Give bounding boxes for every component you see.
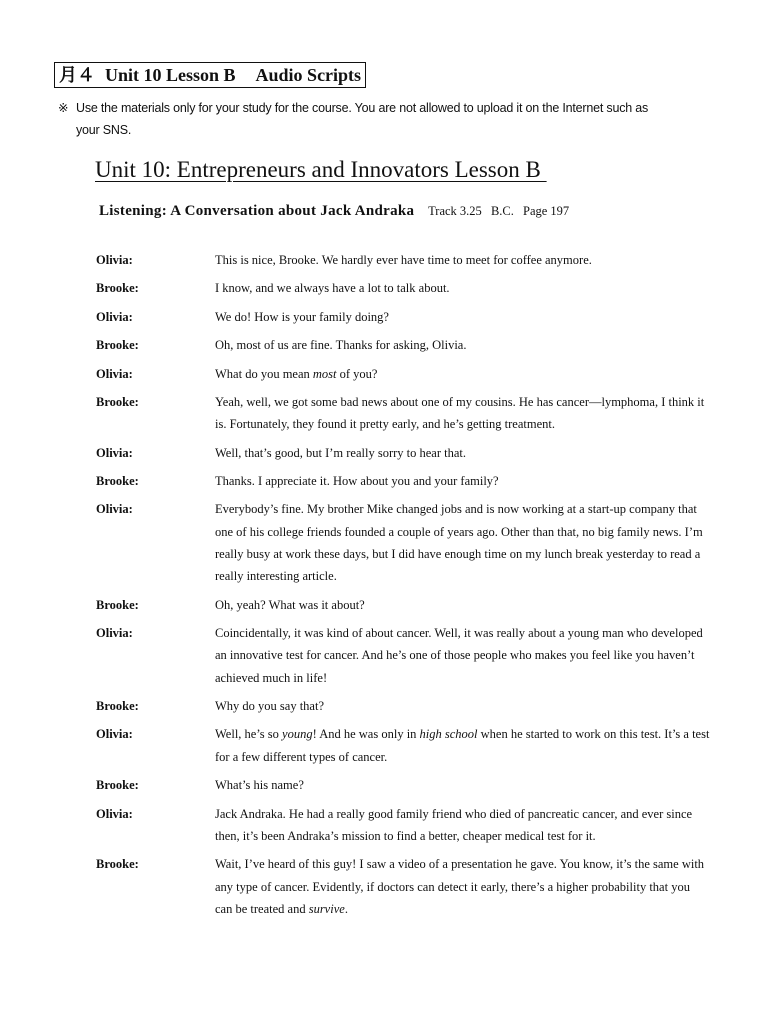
speaker-name: Brooke: [96,699,139,714]
text-segment: Thanks. I appreciate it. How about you and your family? [215,474,499,489]
speaker-name: Brooke: [96,474,139,489]
speaker-name: Olivia: [96,366,133,381]
text-segment: Everybody’s fine. My brother Mike changed jobs and is now working at a start-up company that one of his college friends founded a couple of years ago. Other than that, no big family news. I’m really busy at work these days, but I did have enough time on my lunch break yesterday to read a really interesting article. [215,502,703,584]
line-text [215,853,710,920]
book-label: B.C. [490,204,514,218]
dialogue-script [96,249,716,920]
doc-type-label: Audio Scripts [255,65,362,85]
dialogue-line [96,853,716,920]
dialogue-line [96,774,716,796]
text-segment: Why do you say that? [215,699,325,714]
dialogue-line [96,803,716,848]
speaker-name: Olivia: [96,626,133,641]
line-text [215,622,710,689]
listening-title: Listening: A Conversation about Jack Andraka [99,203,415,219]
text-segment: What do you mean [215,366,313,381]
notice-mark: ※ [58,101,69,115]
speaker-name: Olivia: [96,309,133,324]
text-segment: Well, he’s so [215,727,283,742]
line-text [215,249,710,271]
page-label: Page 197 [523,204,570,218]
dialogue-line [96,594,716,616]
line-text [215,363,710,385]
speaker-name: Brooke: [96,597,139,612]
emphasis-text: survive [308,901,345,916]
dialogue-line [96,442,716,464]
text-segment: What’s his name? [215,778,304,793]
dialogue-line [96,306,716,328]
speaker-name: Olivia: [96,502,133,517]
line-text [215,470,710,492]
line-text [215,391,710,436]
text-segment: Yeah, well, we got some bad news about one of my cousins. He has cancer—lymphoma, I think it is. Fortunately, they found it pretty early, and he’s getting treatment. [215,394,705,432]
dialogue-line [96,334,716,356]
dialogue-line [96,363,716,385]
line-text [215,277,710,299]
header-box [54,62,366,88]
usage-notice [58,97,718,141]
text-segment: Wait, I’ve heard of this guy! I saw a video of a presentation he gave. You know, it’s the same with any type of cancer. Evidently, if doctors can detect it early, there’s a higher probability that you can be treated and [215,857,705,916]
text-segment: ! And he was only in [312,727,420,742]
text-segment: Coincidentally, it was kind of about cancer. Well, it was really about a young man who developed an innovative test for cancer. And he’s one of those people who makes you feel like you haven’t achieved much in life! [215,626,703,685]
speaker-name: Brooke: [96,281,139,296]
emphasis-text: most [312,366,337,381]
track-label: Track 3.25 [428,204,482,218]
page-title: Unit 10: Entrepreneurs and Innovators Lesson B [95,157,547,182]
speaker-name: Brooke: [96,857,139,872]
text-segment: We do! How is your family doing? [215,309,389,324]
line-text [215,695,710,717]
line-text [215,594,710,616]
text-segment: of you? [336,366,378,381]
text-segment: Oh, most of us are fine. Thanks for asking, Olivia. [215,338,467,353]
notice-line-2: your SNS. [76,123,132,137]
emphasis-text: high school [419,727,478,742]
text-segment: . [344,901,348,916]
speaker-name: Olivia: [96,253,133,267]
dialogue-line [96,249,716,271]
text-segment: This is nice, Brooke. We hardly ever have time to meet for coffee anymore. [215,253,592,267]
listening-heading [99,200,575,222]
month-label: 月４ [59,65,95,85]
line-text [215,498,710,587]
line-text [215,774,710,796]
text-segment: Oh, yeah? What was it about? [215,597,365,612]
speaker-name: Brooke: [96,778,139,793]
text-segment: Well, that’s good, but I’m really sorry to hear that. [215,445,467,460]
speaker-name: Olivia: [96,727,133,742]
speaker-name: Brooke: [96,338,139,353]
speaker-name: Olivia: [96,806,133,821]
speaker-name: Brooke: [96,394,139,409]
text-segment: when he started to work on this test. It’s a test for a few different types of cancer. [215,727,710,764]
dialogue-line [96,498,716,587]
dialogue-line [96,622,716,689]
speaker-name: Olivia: [96,445,133,460]
unit-lesson-label: Unit 10 Lesson B [105,65,236,85]
dialogue-line [96,470,716,492]
text-segment: I know, and we always have a lot to talk about. [215,281,450,296]
line-text [215,723,710,768]
line-text [215,442,710,464]
dialogue-line [96,391,716,436]
dialogue-line [96,277,716,299]
line-text [215,803,710,848]
line-text [215,334,710,356]
text-segment: Jack Andraka. He had a really good family friend who died of pancreatic cancer, and ever since then, it’s been Andraka’s mission to find a better, cheaper medical test for it. [215,806,693,843]
dialogue-line [96,723,716,768]
dialogue-line [96,695,716,717]
emphasis-text: young [282,727,313,742]
notice-line-1: Use the materials only for your study for the course. You are not allowed to upload it on the Internet such as [76,101,649,115]
line-text [215,306,710,328]
